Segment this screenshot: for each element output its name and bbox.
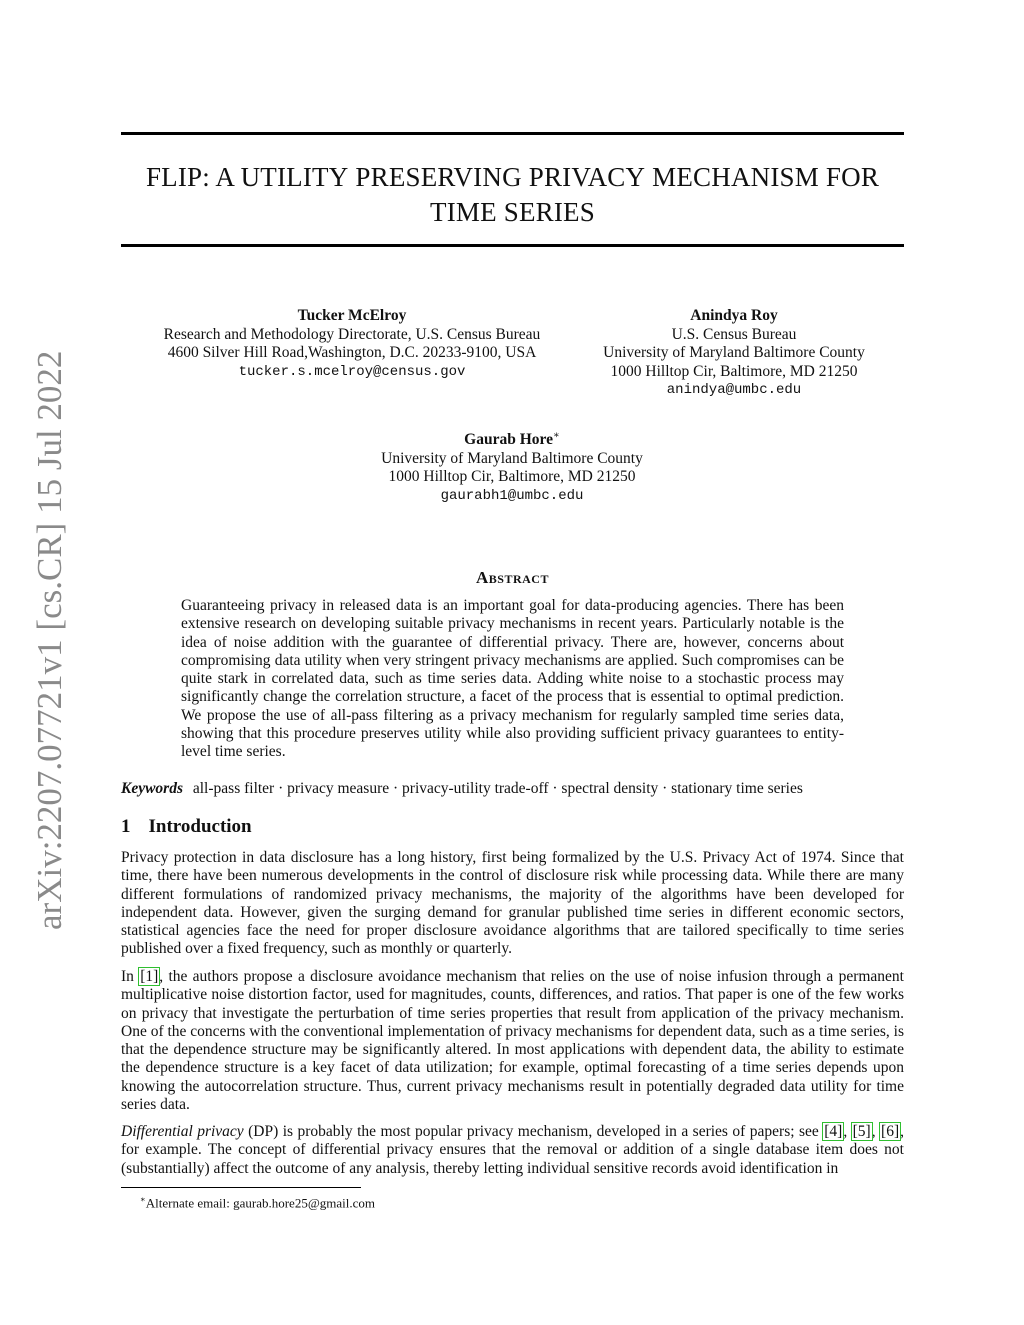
author-name: Anindya Roy — [690, 307, 778, 324]
arxiv-identifier: arXiv:2207.07721v1 [cs.CR] 15 Jul 2022 — [30, 350, 69, 930]
author-address: 4600 Silver Hill Road,Washington, D.C. 20233-9100, USA — [167, 344, 537, 361]
author-address: 1000 Hilltop Cir, Baltimore, MD 21250 — [388, 468, 636, 486]
footnote-rule — [121, 1187, 361, 1188]
author-email[interactable]: tucker.s.mcelroy@census.gov — [238, 363, 466, 380]
section-number: 1 — [121, 816, 131, 837]
title-line-2: TIME SERIES — [430, 197, 595, 227]
title-line-1: FLIP: A UTILITY PRESERVING PRIVACY MECHANISM FOR — [145, 162, 880, 192]
abstract-heading: Abstract — [476, 568, 549, 587]
keywords-list: all-pass filter · privacy measure · privacy-utility trade-off · spectral density · stationary time series — [192, 780, 803, 797]
author-affiliation: U.S. Census Bureau — [671, 325, 797, 343]
paper-title — [121, 160, 904, 230]
author-name: Tucker McElroy — [297, 307, 407, 324]
keywords-label: Keywords — [121, 780, 183, 797]
footnote-marker: ∗ — [140, 1194, 146, 1204]
author-block-hore — [312, 427, 712, 505]
author-affiliation: Research and Methodology Directorate, U.S. Census Bureau — [163, 325, 541, 343]
section-heading-introduction — [121, 816, 252, 838]
author-email[interactable]: gaurabh1@umbc.edu — [440, 487, 584, 504]
title-bottom-rule — [121, 244, 904, 247]
footnote — [140, 1191, 375, 1211]
emphasis-term: Differential privacy — [121, 1123, 244, 1140]
author-email[interactable]: anindya@umbc.edu — [666, 382, 802, 398]
footnote-text: Alternate email: gaurab.hore25@gmail.com — [145, 1195, 376, 1211]
keywords-line — [121, 780, 904, 798]
author-block-roy — [584, 307, 884, 400]
citation-link[interactable]: [4] — [824, 1123, 843, 1140]
intro-paragraph-1: Privacy protection in data disclosure has a long history, first being formalized by the U.S. Privacy Act of 1974. Since that time, there have been numerous developments in the control of disclosure risk while processing data. While there are many different formulations of randomized privacy mechanisms, the majority of the algorithms have been developed for independent data. However, given the surging demand for granular published time series in different economic sectors, statistical agencies face the need for proper disclosure avoidance algorithms that are tailored specifically to time series published over a fixed frequency, such as monthly or quarterly. — [121, 849, 904, 958]
author-name: Gaurab Hore∗ — [464, 430, 560, 449]
abstract-text: Guaranteeing privacy in released data is an important goal for data-producing agencies. There has been extensive research on developing suitable privacy mechanisms in recent years. Particularly notable is the idea of noise addition with the guarantee of differential privacy. There are, however, concerns about compromising data utility when very stringent privacy mechanisms are applied. Such compromises can be quite stark in correlated data, such as time series data. Adding white noise to a stochastic process may significantly change the correlation structure, a facet of the process that is essential to optimal prediction. We propose the use of all-pass filtering as a privacy mechanism for regularly sampled time series data, showing that this procedure preserves utility while also providing sufficient privacy guarantees to entity-level time series. — [181, 597, 844, 761]
author-affiliation: University of Maryland Baltimore County — [603, 344, 865, 361]
intro-paragraph-2: In [1], the authors propose a disclosure avoidance mechanism that relies on the use of noise infusion through a permanent multiplicative noise distortion factor, used for magnitudes, counts, differences, and ratios. That paper is one of the few works on privacy that investigate the perturbation of time series properties that result from application of the privacy mechanism. One of the concerns with the conventional implementation of privacy mechanisms for dependent data, such as a time series, is that the dependence structure may be significantly altered. In most applications with dependent data, the ability to estimate the dependence structure is a key facet of data utilization; for example, optimal forecasting of a time series depends upon knowing the autocorrelation structure. Thus, current privacy mechanisms result in potentially degraded data utility for time series data. — [121, 968, 904, 1114]
author-block-mcelroy — [121, 307, 583, 381]
intro-paragraph-3: Differential privacy (DP) is probably the most popular privacy mechanism, developed in a series of papers; see [4], [5], [6], for example. The concept of differential privacy ensures that the removal or addition of a single database item does not (substantially) affect the outcome of any analysis, thereby letting individual sensitive records avoid identification in — [121, 1123, 904, 1177]
title-top-rule — [121, 132, 904, 135]
author-affiliation: University of Maryland Baltimore County — [381, 449, 643, 467]
citation-link[interactable]: [1] — [140, 968, 159, 985]
citation-link[interactable]: [5] — [852, 1123, 871, 1140]
section-title: Introduction — [148, 816, 252, 837]
author-address: 1000 Hilltop Cir, Baltimore, MD 21250 — [610, 362, 858, 380]
footnote-marker[interactable]: ∗ — [553, 430, 560, 441]
citation-link[interactable]: [6] — [881, 1123, 900, 1140]
